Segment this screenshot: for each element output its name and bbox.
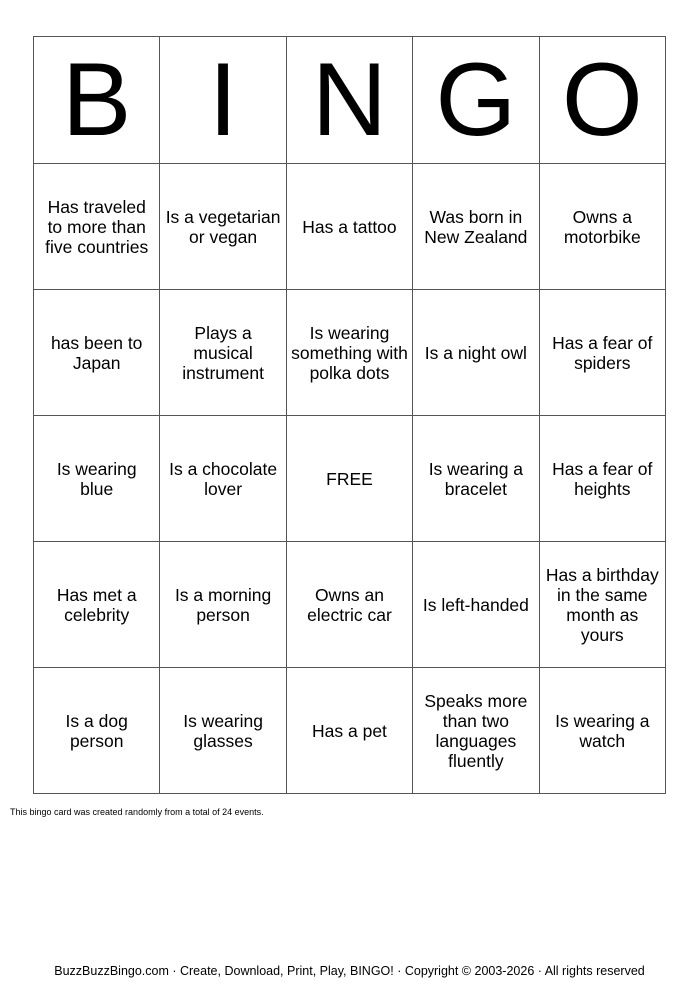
bingo-header-letter: G xyxy=(413,37,539,164)
bingo-header-letter: I xyxy=(160,37,286,164)
bingo-cell: Has a birthday in the same month as yours xyxy=(539,542,665,668)
bingo-row xyxy=(34,542,666,668)
bingo-free-cell: FREE xyxy=(286,416,412,542)
page-footer: BuzzBuzzBingo.com · Create, Download, Print, Play, BINGO! · Copyright © 2003-2026 · All rights reserved xyxy=(54,964,645,978)
bingo-row xyxy=(34,290,666,416)
bingo-cell: Has traveled to more than five countries xyxy=(34,164,160,290)
bingo-cell: Plays a musical instrument xyxy=(160,290,286,416)
bingo-cell: Is wearing glasses xyxy=(160,668,286,794)
bingo-cell: Was born in New Zealand xyxy=(413,164,539,290)
bingo-cell: Is a vegetarian or vegan xyxy=(160,164,286,290)
bingo-cell: Speaks more than two languages fluently xyxy=(413,668,539,794)
bingo-header-row xyxy=(34,37,666,164)
bingo-card xyxy=(33,36,666,794)
bingo-cell: Has a tattoo xyxy=(286,164,412,290)
bingo-cell: Is a chocolate lover xyxy=(160,416,286,542)
bingo-row xyxy=(34,164,666,290)
bingo-cell: Has met a celebrity xyxy=(34,542,160,668)
bingo-cell: Is wearing a watch xyxy=(539,668,665,794)
bingo-cell: Owns an electric car xyxy=(286,542,412,668)
bingo-cell: has been to Japan xyxy=(34,290,160,416)
bingo-header-letter: B xyxy=(34,37,160,164)
bingo-cell: Is a morning person xyxy=(160,542,286,668)
bingo-cell: Owns a motorbike xyxy=(539,164,665,290)
bingo-cell: Is a dog person xyxy=(34,668,160,794)
card-generation-note: This bingo card was created randomly from a total of 24 events. xyxy=(10,807,264,817)
bingo-cell: Is wearing something with polka dots xyxy=(286,290,412,416)
bingo-cell: Has a pet xyxy=(286,668,412,794)
bingo-cell: Is a night owl xyxy=(413,290,539,416)
bingo-cell: Is wearing a bracelet xyxy=(413,416,539,542)
bingo-row xyxy=(34,668,666,794)
bingo-header-letter: O xyxy=(539,37,665,164)
bingo-cell: Has a fear of heights xyxy=(539,416,665,542)
bingo-cell: Is wearing blue xyxy=(34,416,160,542)
bingo-cell: Is left-handed xyxy=(413,542,539,668)
bingo-header-letter: N xyxy=(286,37,412,164)
bingo-cell: Has a fear of spiders xyxy=(539,290,665,416)
bingo-row xyxy=(34,416,666,542)
